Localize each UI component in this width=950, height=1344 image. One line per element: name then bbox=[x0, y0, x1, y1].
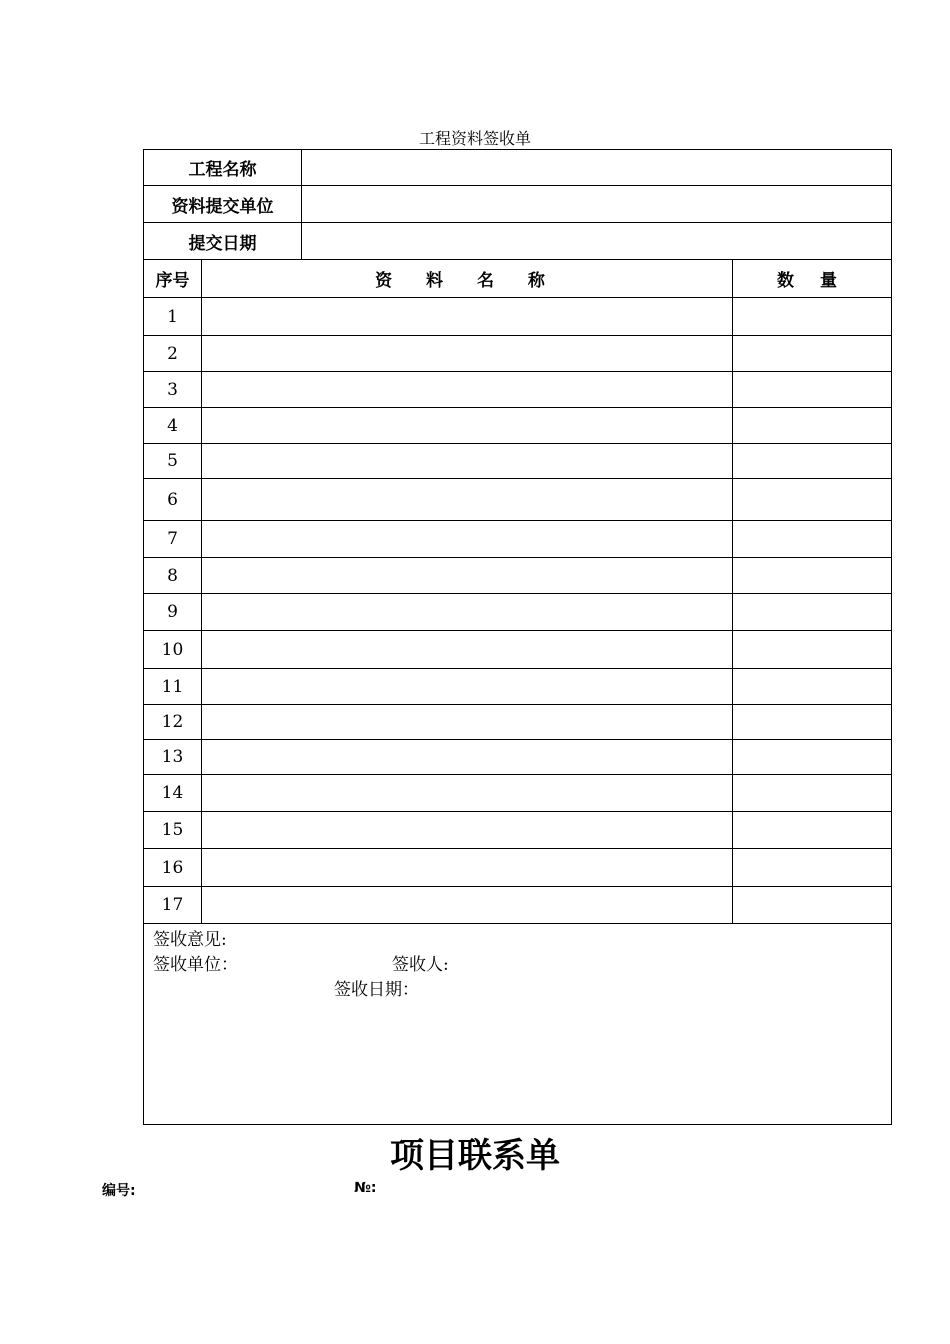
row-document-name-cell[interactable] bbox=[202, 444, 733, 479]
signer-label: 签收人: bbox=[392, 955, 449, 975]
row-document-name-cell[interactable] bbox=[202, 558, 733, 594]
row-serial-no: 17 bbox=[144, 887, 202, 924]
row-document-name-cell[interactable] bbox=[202, 594, 733, 631]
row-document-name-cell[interactable] bbox=[202, 740, 733, 775]
row-quantity-cell[interactable] bbox=[733, 372, 892, 408]
row-serial-no: 14 bbox=[144, 775, 202, 812]
table-row bbox=[144, 521, 892, 558]
row-quantity-cell[interactable] bbox=[733, 521, 892, 558]
document-title: 工程资料签收单 bbox=[418, 129, 531, 148]
header-serial-no: 序号 bbox=[144, 260, 202, 298]
info-label: 提交日期 bbox=[144, 223, 302, 260]
info-row bbox=[144, 223, 892, 260]
receipt-opinion-cell bbox=[144, 924, 892, 1125]
table-row bbox=[144, 669, 892, 705]
table-row bbox=[144, 775, 892, 812]
opinion-label: 签收意见: bbox=[153, 930, 227, 950]
row-serial-no: 4 bbox=[144, 408, 202, 444]
row-document-name-cell[interactable] bbox=[202, 298, 733, 336]
info-value-field[interactable] bbox=[302, 150, 892, 186]
row-quantity-cell[interactable] bbox=[733, 444, 892, 479]
row-serial-no: 8 bbox=[144, 558, 202, 594]
table-row bbox=[144, 631, 892, 669]
table-row bbox=[144, 558, 892, 594]
info-label: 工程名称 bbox=[144, 150, 302, 186]
serial-no-label: №: bbox=[354, 1180, 377, 1196]
row-serial-no: 2 bbox=[144, 336, 202, 372]
table-row bbox=[144, 705, 892, 740]
row-serial-no: 11 bbox=[144, 669, 202, 705]
row-serial-no: 16 bbox=[144, 849, 202, 887]
row-document-name-cell[interactable] bbox=[202, 631, 733, 669]
row-quantity-cell[interactable] bbox=[733, 298, 892, 336]
row-quantity-cell[interactable] bbox=[733, 705, 892, 740]
row-serial-no: 12 bbox=[144, 705, 202, 740]
row-quantity-cell[interactable] bbox=[733, 740, 892, 775]
info-value-field[interactable] bbox=[302, 223, 892, 260]
row-document-name-cell[interactable] bbox=[202, 479, 733, 521]
table-row bbox=[144, 812, 892, 849]
receiving-unit-label: 签收单位： bbox=[153, 955, 238, 975]
table-row bbox=[144, 444, 892, 479]
row-quantity-cell[interactable] bbox=[733, 669, 892, 705]
row-serial-no: 7 bbox=[144, 521, 202, 558]
row-quantity-cell[interactable] bbox=[733, 812, 892, 849]
row-document-name-cell[interactable] bbox=[202, 669, 733, 705]
row-document-name-cell[interactable] bbox=[202, 521, 733, 558]
row-serial-no: 5 bbox=[144, 444, 202, 479]
table-row bbox=[144, 849, 892, 887]
number-label: 编号: bbox=[102, 1183, 136, 1199]
row-serial-no: 6 bbox=[144, 479, 202, 521]
project-contact-title: 项目联系单 bbox=[390, 1136, 560, 1176]
receipt-date-label: 签收日期： bbox=[334, 980, 419, 1000]
table-row bbox=[144, 594, 892, 631]
table-row bbox=[144, 298, 892, 336]
row-document-name-cell[interactable] bbox=[202, 336, 733, 372]
row-document-name-cell[interactable] bbox=[202, 775, 733, 812]
info-value-field[interactable] bbox=[302, 186, 892, 223]
info-row bbox=[144, 150, 892, 186]
table-header-row bbox=[144, 260, 892, 298]
row-serial-no: 15 bbox=[144, 812, 202, 849]
info-label: 资料提交单位 bbox=[144, 186, 302, 223]
row-serial-no: 1 bbox=[144, 298, 202, 336]
row-document-name-cell[interactable] bbox=[202, 705, 733, 740]
row-quantity-cell[interactable] bbox=[733, 336, 892, 372]
table-row bbox=[144, 887, 892, 924]
row-quantity-cell[interactable] bbox=[733, 775, 892, 812]
row-document-name-cell[interactable] bbox=[202, 812, 733, 849]
row-document-name-cell[interactable] bbox=[202, 849, 733, 887]
row-quantity-cell[interactable] bbox=[733, 479, 892, 521]
receipt-form-table bbox=[143, 149, 892, 1125]
row-document-name-cell[interactable] bbox=[202, 408, 733, 444]
row-quantity-cell[interactable] bbox=[733, 849, 892, 887]
row-document-name-cell[interactable] bbox=[202, 887, 733, 924]
row-quantity-cell[interactable] bbox=[733, 887, 892, 924]
row-quantity-cell[interactable] bbox=[733, 558, 892, 594]
row-serial-no: 13 bbox=[144, 740, 202, 775]
table-row bbox=[144, 740, 892, 775]
info-row bbox=[144, 186, 892, 223]
header-document-name: 资 料 名 称 bbox=[202, 260, 733, 298]
table-row bbox=[144, 479, 892, 521]
table-row bbox=[144, 372, 892, 408]
row-serial-no: 9 bbox=[144, 594, 202, 631]
row-quantity-cell[interactable] bbox=[733, 594, 892, 631]
row-serial-no: 3 bbox=[144, 372, 202, 408]
table-row bbox=[144, 336, 892, 372]
row-quantity-cell[interactable] bbox=[733, 631, 892, 669]
row-serial-no: 10 bbox=[144, 631, 202, 669]
row-quantity-cell[interactable] bbox=[733, 408, 892, 444]
table-row bbox=[144, 408, 892, 444]
header-quantity: 数 量 bbox=[733, 260, 892, 298]
row-document-name-cell[interactable] bbox=[202, 372, 733, 408]
